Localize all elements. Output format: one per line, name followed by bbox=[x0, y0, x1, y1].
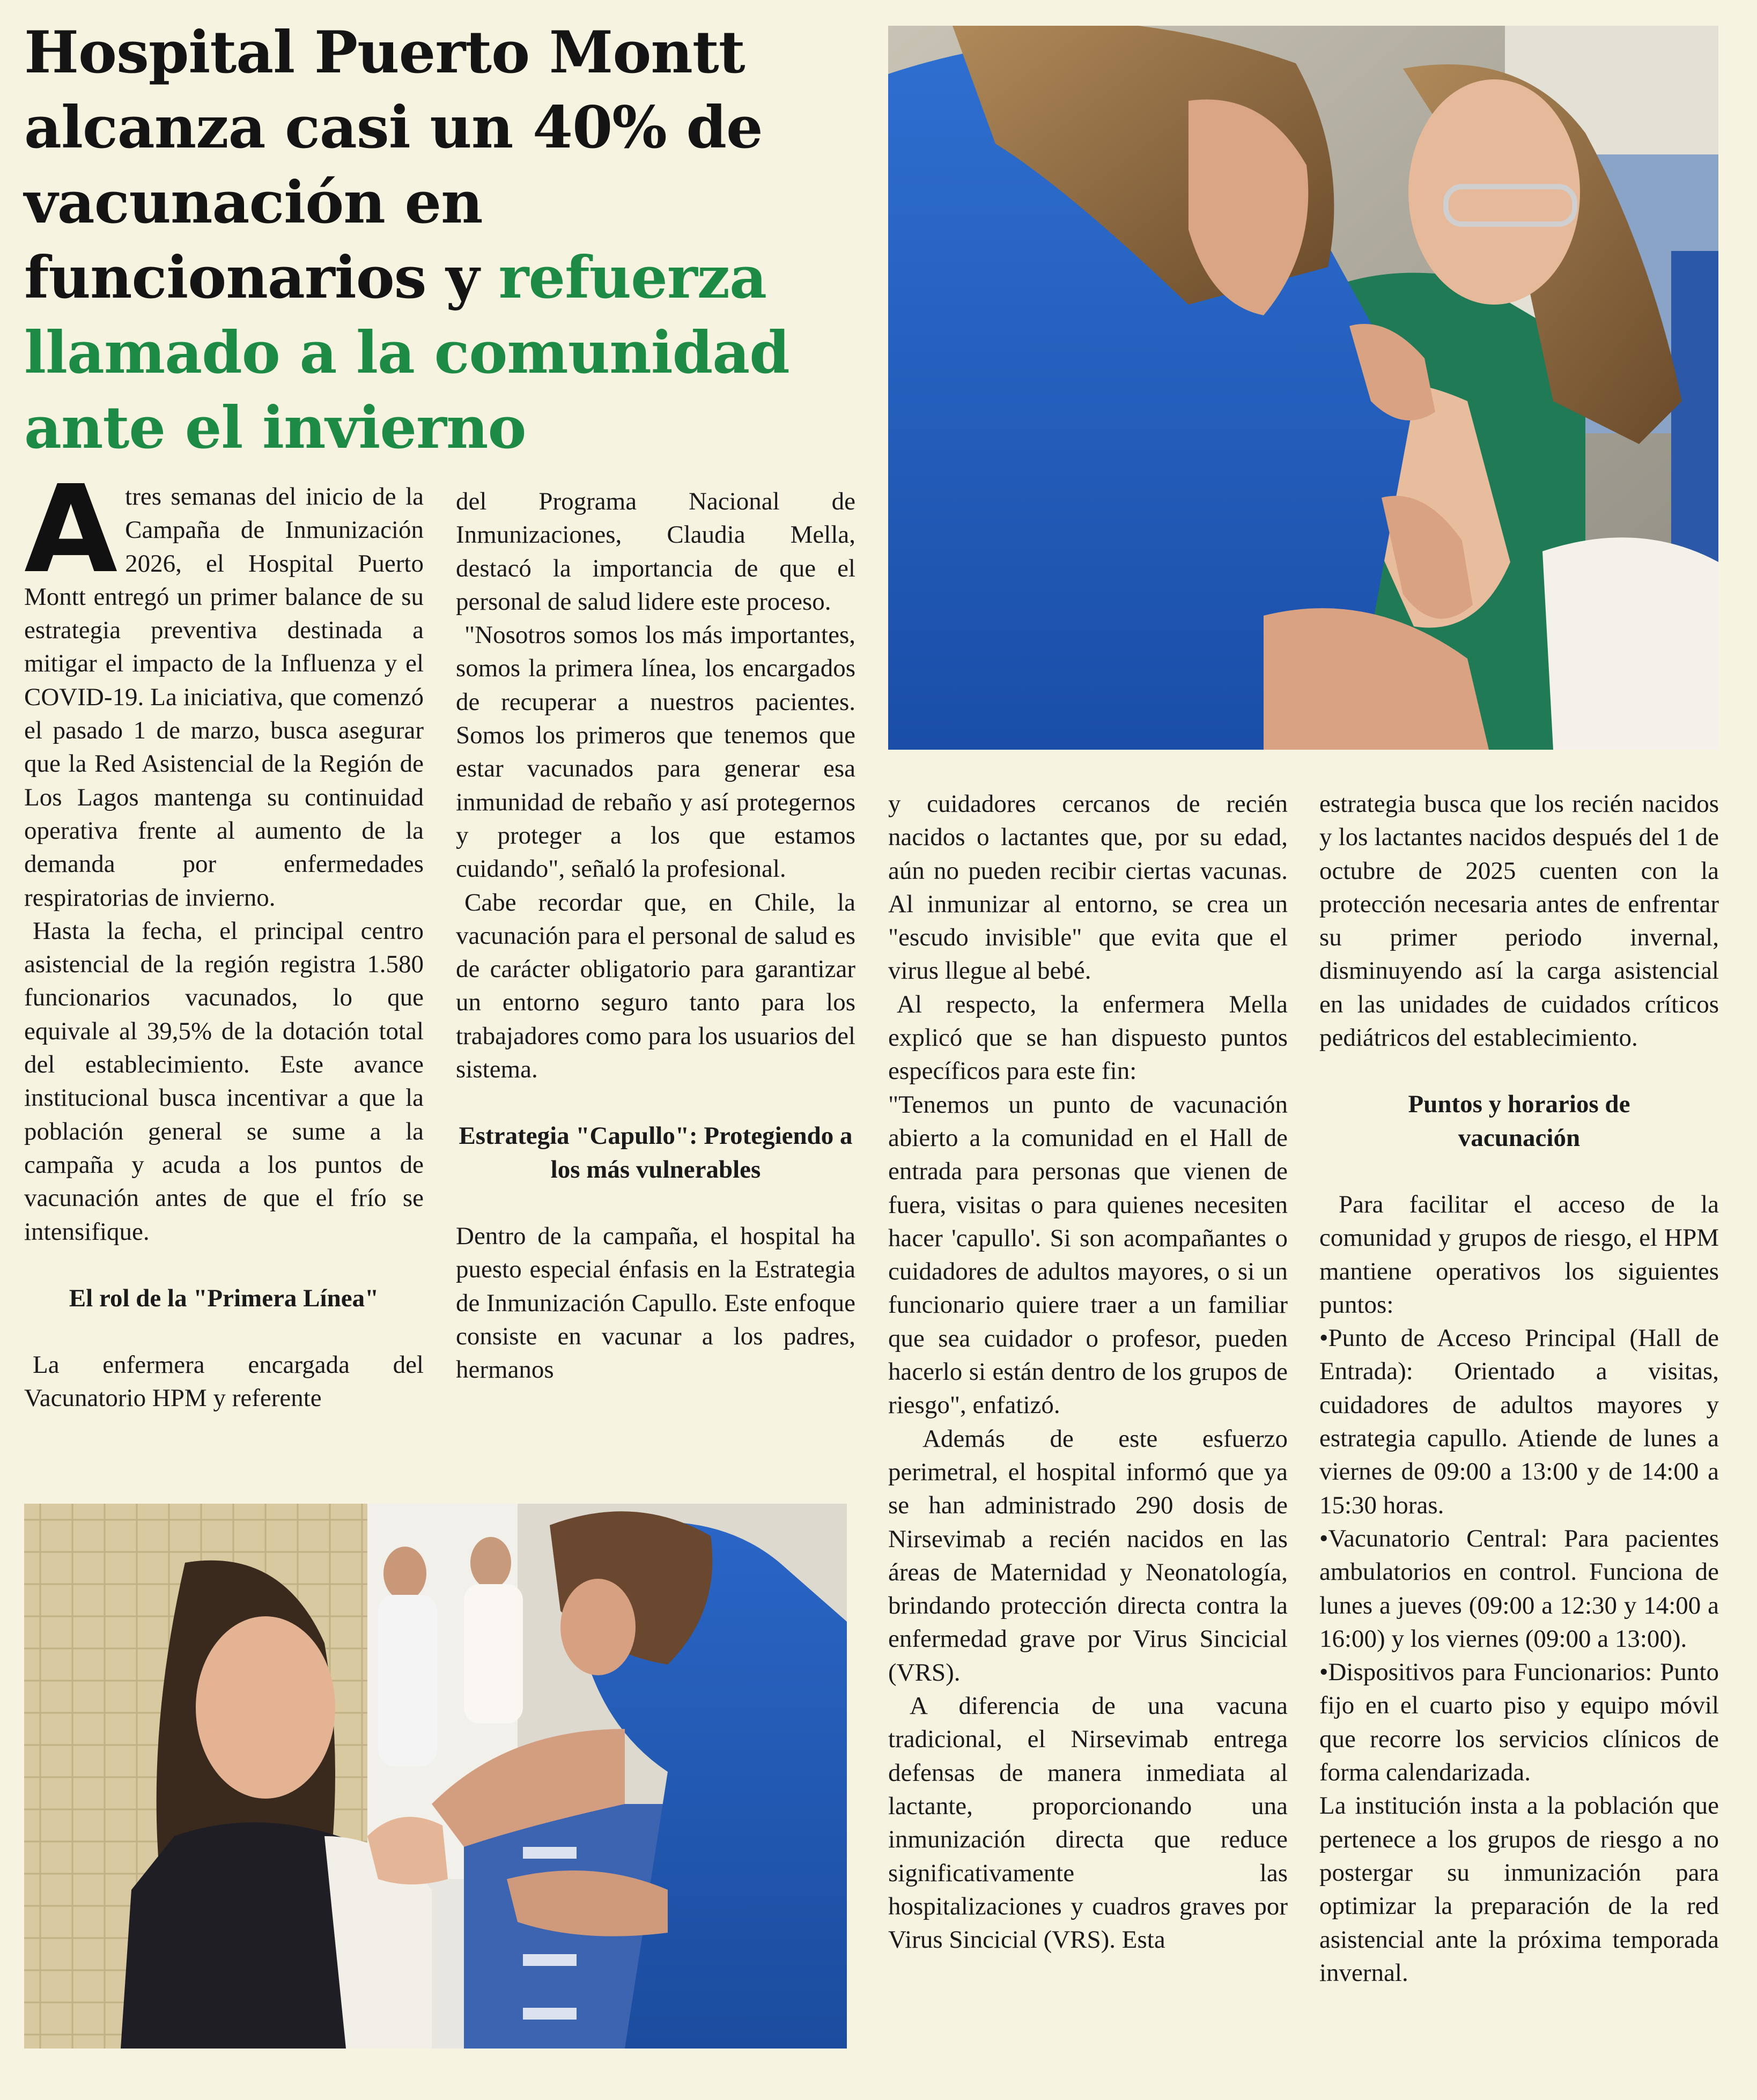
col2-paragraph-4: Dentro de la campaña, el hospital ha puesto especial énfasis en la Estrategia de Inmunización Capullo. Este enfoque consiste en vacunar a los padres, hermanos bbox=[456, 1222, 855, 1384]
col4-paragraph-3: La institución insta a la población que pertenece a los grupos de riesgo a no postergar su inmunización para optimizar la preparación de la red asistencial ante la próxima temporada invernal. bbox=[1319, 1792, 1719, 1987]
article-headline bbox=[24, 15, 861, 465]
col2-paragraph-3: Cabe recordar que, en Chile, la vacunación para el personal de salud es de carácter obligatorio para garantizar un entorno seguro tanto para los trabajadores como para los usuarios del sistema. bbox=[456, 888, 855, 1084]
col1-paragraph-1: tres semanas del inicio de la Campaña de Inmunización 2026, el Hospital Puerto Montt entregó un primer balance de su estrategia preventiva destinada a mitigar el impacto de la Influenza y el COVID-19. La iniciativa, que comenzó el pasado 1 de marzo, busca asegurar que la Red Asistencial de la Región de Los Lagos mantenga su continuidad operativa frente al aumento de la demanda por enfermedades respiratorias de invierno. bbox=[24, 483, 424, 912]
col3-paragraph-5: A diferencia de una vacuna tradicional, el Nirsevimab entrega defensas de manera inmediata al lactante, proporcionando una inmunización directa que reduce significativamente las hospitalizaciones y cuadros graves por Virus Sincicial (VRS). Esta bbox=[888, 1692, 1288, 1954]
col3-paragraph-1: y cuidadores cercanos de recién nacidos o lactantes que, por su edad, aún no pueden recibir ciertas vacunas. Al inmunizar al entorno, se crea un "escudo invisible" que evita que el virus llegue al bebé. bbox=[888, 790, 1288, 985]
subhead-primera-linea: El rol de la "Primera Línea" bbox=[69, 1284, 379, 1312]
col1-paragraph-3: La enfermera encargada del Vacunatorio HPM y referente bbox=[24, 1351, 424, 1413]
col4-paragraph-2: Para facilitar el acceso de la comunidad y grupos de riesgo, el HPM mantiene operativos los siguientes puntos: bbox=[1319, 1190, 1719, 1319]
article-column-1 bbox=[24, 460, 424, 1415]
photo-vaccination-top bbox=[888, 26, 1718, 750]
col1-paragraph-2: Hasta la fecha, el principal centro asistencial de la región registra 1.580 funcionarios vacunados, lo que equivale al 39,5% de la dotación total del establecimiento. Este avance institucional busca incentivar a que la población general se sume a la campaña y acuda a los puntos de vacunación antes de que el frío se intensifique. bbox=[24, 916, 424, 1246]
article-column-4 bbox=[1319, 787, 1719, 1990]
col3-paragraph-4: Además de este esfuerzo perimetral, el hospital informó que ya se han administrado 290 dosis de Nirsevimab a recién nacidos en las áreas de Maternidad y Neonatología, brindando protección directa contra la enfermedad grave por Virus Sincicial (VRS). bbox=[888, 1424, 1288, 1687]
col2-paragraph-2: "Nosotros somos los más importantes, somos la primera línea, los encargados de recuperar a nuestros pacientes. Somos los primeros que tenemos que estar vacunados para generar esa inmunidad de rebaño y así protegernos y proteger a los que estamos cuidando", señaló la profesional. bbox=[456, 621, 855, 883]
article-column-2 bbox=[456, 485, 855, 1386]
col2-paragraph-1: del Programa Nacional de Inmunizaciones, Claudia Mella, destacó la importancia de que el personal de salud lidere este proceso. bbox=[456, 487, 855, 616]
col4-paragraph-1: estrategia busca que los recién nacidos y los lactantes nacidos después del 1 de octubre de 2025 cuenten con la protección necesaria antes de enfrentar su primer periodo invernal, disminuyendo así la carga asistencial en las unidades de cuidados críticos pediátricos del establecimiento. bbox=[1319, 790, 1719, 1052]
subhead-estrategia-capullo: Estrategia "Capullo": Protegiendo a los más vulnerables bbox=[459, 1122, 853, 1184]
photo-vaccination-bottom bbox=[24, 1504, 847, 2049]
photo-vaccination-bottom-image bbox=[24, 1504, 847, 2049]
photo-vaccination-top-image bbox=[888, 26, 1718, 750]
col4-bullet-1: •Punto de Acceso Principal (Hall de Entrada): Orientado a visitas, cuidadores de adultos mayores y estrategia capullo. Atiende de lunes a viernes de 09:00 a 13:00 y de 14:00 a 15:30 horas. bbox=[1319, 1324, 1719, 1519]
headline-black-part: Hospital Puerto Montt alcanza casi un 40% de vacunación en funcionarios y bbox=[24, 19, 763, 312]
subhead-puntos-horarios: Puntos y horarios de vacunación bbox=[1408, 1090, 1630, 1152]
col3-paragraph-3: "Tenemos un punto de vacunación abierto a la comunidad en el Hall de entrada para personas que vienen de fuera, visitas o para quienes necesiten hacer 'capullo'. Si son acompañantes o cuidadores de adultos mayores, o si un funcionario quiere traer a un familiar que sea cuidador o profesor, pueden hacerlo si están dentro de los grupos de riesgo", enfatizó. bbox=[888, 1090, 1288, 1419]
col4-bullet-2: •Vacunatorio Central: Para pacientes ambulatorios en control. Funciona de lunes a jueves (09:00 a 12:30 y 14:00 a 16:00) y los viernes (09:00 a 13:00). bbox=[1319, 1524, 1719, 1653]
article-column-3 bbox=[888, 787, 1288, 1956]
headline-green-part: refuerza llamado a la comunidad ante el invierno bbox=[24, 244, 789, 462]
col4-bullet-3: •Dispositivos para Funcionarios: Punto fijo en el cuarto piso y equipo móvil que recorre los servicios clínicos de forma calendarizada. bbox=[1319, 1658, 1719, 1787]
drop-cap: A bbox=[24, 460, 118, 600]
col3-paragraph-2: Al respecto, la enfermera Mella explicó que se han dispuesto puntos específicos para este fin: bbox=[888, 990, 1288, 1085]
